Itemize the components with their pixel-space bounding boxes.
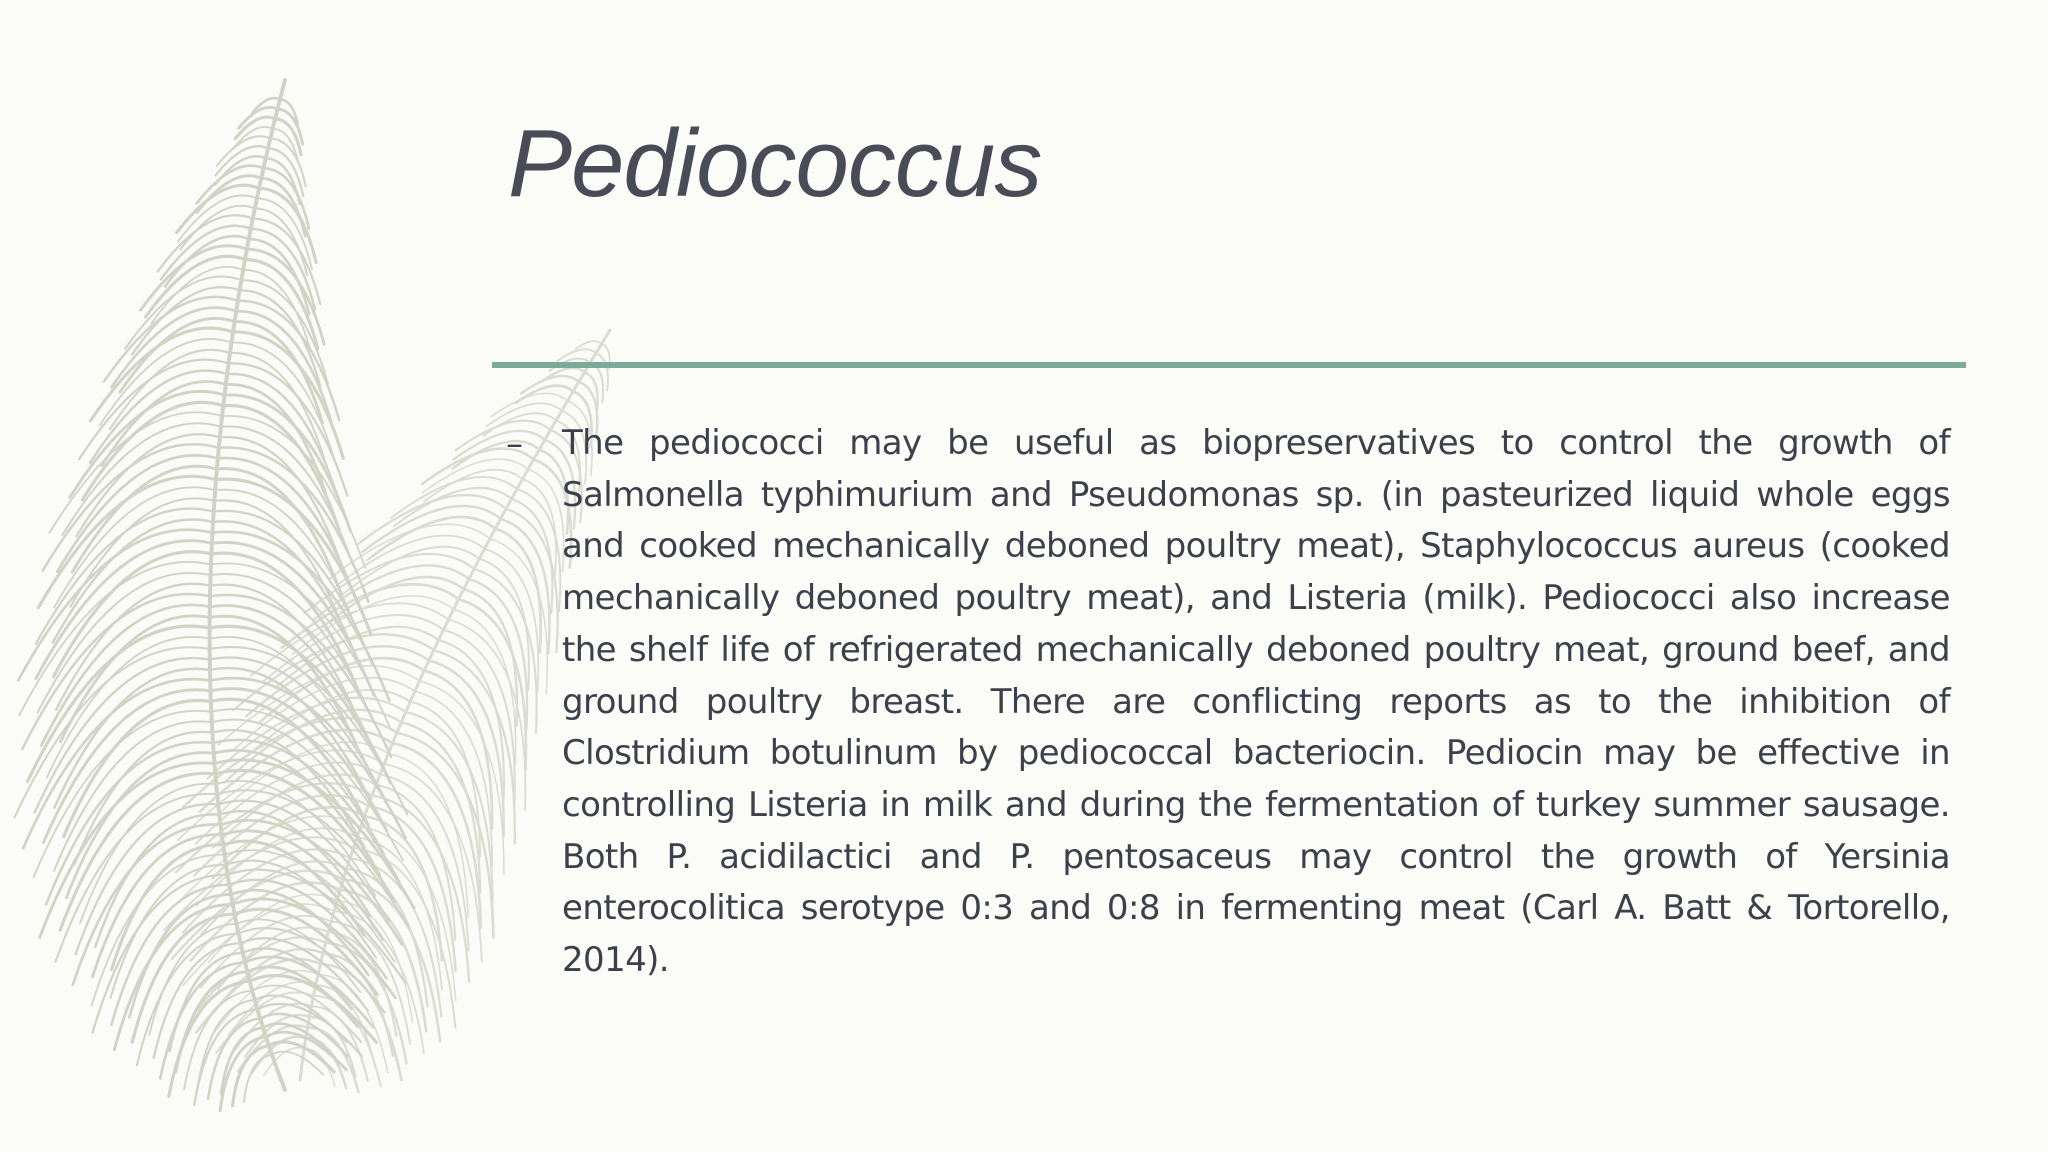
feather-barb bbox=[27, 626, 209, 781]
feather-barb bbox=[368, 806, 456, 971]
feather-barb bbox=[266, 1032, 347, 1070]
feather-barb bbox=[516, 386, 573, 403]
bullet-text: The pediococci may be useful as biopreservatives to control the growth of Salmonella typhimurium and Pseudomonas sp. (in pasteurized liquid whole eggs and cooked mechanically deboned poultry meat), Staphylococcus aureus (cooked mechanically deboned poultry meat), and Listeria (milk). Pediococci also increase the shelf life of refrigerated mechanically deboned poultry meat, ground beef, and ground poultry breast. There are conflicting reports as to the inhibition of Clostridium botulinum by pediococcal bacteriocin. Pediocin may be effective in controlling Listeria in milk and during the fermentation of turkey summer sausage. Both P. acidilactici and P. pentosaceus may control the growth of Yersinia enterocolitica serotype 0:3 and 0:8 in fermenting meat (Carl A. Batt & Tortorello, 2014). bbox=[562, 423, 1950, 981]
feather-barb bbox=[158, 215, 253, 271]
page-title: Pediococcus bbox=[508, 110, 1042, 217]
feather-barb bbox=[64, 700, 211, 836]
feather-barb bbox=[215, 156, 266, 184]
title-divider bbox=[492, 362, 1966, 368]
feather-barb bbox=[177, 185, 259, 232]
feather-barb bbox=[240, 290, 321, 386]
bullet-dash: – bbox=[506, 424, 523, 464]
content-body bbox=[506, 418, 1950, 987]
bullet-item bbox=[506, 418, 1950, 987]
feather-barb bbox=[261, 178, 305, 236]
feather-barb bbox=[244, 1055, 272, 1102]
feather-barb bbox=[110, 350, 230, 429]
